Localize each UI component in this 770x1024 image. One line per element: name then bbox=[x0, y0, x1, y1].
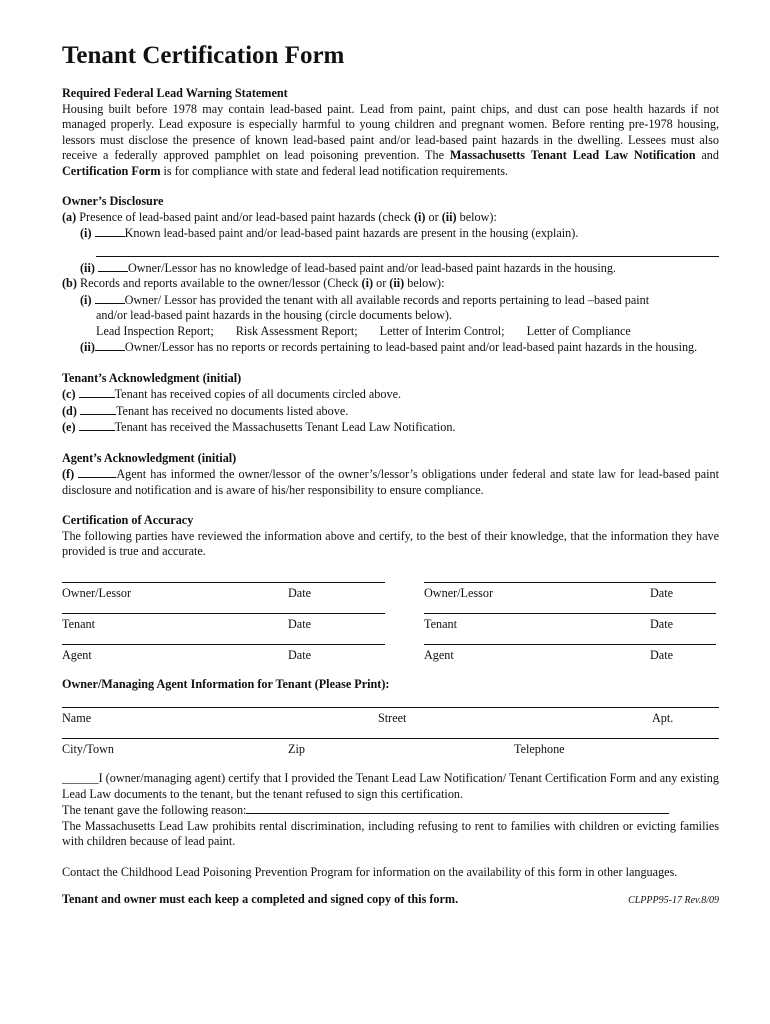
tenant-ack-d-text: Tenant has received no documents listed above. bbox=[115, 403, 349, 418]
warning-section bbox=[62, 86, 719, 179]
agent-ack-heading: Agent’s Acknowledgment (initial) bbox=[62, 450, 237, 465]
tenant-ack-d bbox=[62, 403, 719, 420]
warning-text-b: and bbox=[695, 148, 719, 162]
owner-date-label-right: Date bbox=[650, 585, 674, 600]
agent-date-label-left: Date bbox=[288, 647, 312, 662]
disclosure-b-i-ref: (i) bbox=[361, 276, 374, 290]
tenant-ack-e-text: Tenant has received the Massachusetts Tenant Lead Law Notification. bbox=[114, 420, 456, 434]
street-label: Street bbox=[378, 711, 407, 725]
agent-info-heading: Owner/Managing Agent Information for Tenant (Please Print): bbox=[62, 676, 390, 691]
tenant-ack-c-label: (c) bbox=[62, 387, 76, 401]
disclosure-b-i-label: (i) bbox=[80, 292, 92, 307]
owner-label-right: Owner/Lessor bbox=[424, 585, 494, 600]
doc-compliance[interactable]: Letter of Compliance bbox=[526, 323, 631, 338]
disclosure-b-ii-label: (ii) bbox=[80, 340, 95, 354]
tenant-signature-line[interactable] bbox=[62, 613, 385, 633]
initial-blank-b-i[interactable] bbox=[95, 292, 125, 304]
disclosure-b-ii-ref: (ii) bbox=[389, 276, 405, 290]
initial-blank-f[interactable] bbox=[78, 466, 116, 478]
disclosure-a-text-2: below): bbox=[456, 209, 497, 224]
disclosure-a-i-text: Known lead-based paint and/or lead-based paint hazards are present in the housing (explain). bbox=[124, 226, 579, 240]
warning-bold-b: Certification Form bbox=[62, 163, 161, 178]
reason-row bbox=[62, 802, 719, 819]
disclosure-a-ii-label: (ii) bbox=[80, 260, 95, 275]
tenant-ack-e bbox=[62, 419, 719, 436]
agent-ack-section bbox=[62, 451, 719, 499]
initial-blank-c[interactable] bbox=[79, 386, 115, 398]
warning-text-c: is for compliance with state and federal lead notification requirements. bbox=[160, 163, 509, 178]
warning-bold-a: Massachusetts Tenant Lead Law Notification bbox=[449, 148, 696, 162]
refusal-text bbox=[62, 771, 719, 802]
agent-signature-line[interactable] bbox=[62, 644, 385, 664]
certification-text: The following parties have reviewed the information above and certify, to the best of their knowledge, that the information they have provided is true and accurate. bbox=[62, 528, 719, 558]
signature-row-agent bbox=[62, 644, 719, 675]
disclosure-b-label: (b) bbox=[62, 276, 77, 290]
reason-line[interactable] bbox=[246, 802, 669, 814]
initial-blank-d[interactable] bbox=[80, 403, 116, 415]
disclosure-a-ii-text: Owner/Lessor has no knowledge of lead-based paint and/or lead-based paint hazards in the housing. bbox=[127, 260, 616, 275]
disclosure-a-label: (a) bbox=[62, 209, 77, 224]
disclosure-a-i bbox=[62, 225, 719, 242]
doc-interim-control[interactable]: Letter of Interim Control; bbox=[379, 323, 505, 338]
disclosure-a-ii bbox=[62, 260, 719, 277]
address-line bbox=[62, 707, 719, 708]
owner-disclosure-section bbox=[62, 194, 719, 356]
owner-signature-line-right[interactable] bbox=[424, 582, 716, 602]
agent-label-left: Agent bbox=[62, 647, 92, 662]
tenant-ack-section bbox=[62, 371, 719, 436]
tenant-signature-line-right[interactable] bbox=[424, 613, 716, 633]
disclosure-a-i-ref: (i) bbox=[413, 209, 426, 224]
disclosure-a-text-1: Presence of lead-based paint and/or lead-based paint hazards (check bbox=[76, 209, 414, 224]
disclosure-b-i-text-1: Owner/ Lessor has provided the tenant with all available records and reports pertaining to lead –based paint bbox=[124, 292, 650, 307]
tenant-ack-c-text: Tenant has received copies of all documents circled above. bbox=[114, 387, 402, 401]
agent-info-block bbox=[62, 707, 719, 769]
city-label: City/Town bbox=[62, 742, 114, 756]
refusal-statement: I (owner/managing agent) certify that I provided the Tenant Lead Law Notification/ Tenant Certification Form and any existing Lead Law documents to the tenant, but the tenant refused to sign this certification. bbox=[62, 771, 719, 801]
disclosure-a-ii-ref: (ii) bbox=[441, 209, 457, 224]
reason-label: The tenant gave the following reason: bbox=[62, 803, 247, 817]
agent-date-label-right: Date bbox=[650, 647, 674, 662]
disclosure-b-i bbox=[62, 292, 719, 309]
agent-signature-line-right[interactable] bbox=[424, 644, 716, 664]
warning-text-a: Housing built before 1978 may contain lead-based paint. Lead from paint, paint chips, and dust can pose health hazards if not managed properly. Lead exposure is especially harmful to young children and pregnant women. Before renting pre-1978 housing, lessors must disclose the presence of known lead-based paint and/or lead-based paint hazards in the dwelling. Lessees must also receive a federally approved pamphlet on lead poisoning prevention. The bbox=[62, 101, 719, 162]
agent-ack-f-text: Agent has informed the owner/lessor of the owner’s/lessor’s obligations under federal and state law for lead-based paint disclosure and notification and is aware of his/her responsibility to ensure compliance. bbox=[62, 467, 719, 497]
tenant-ack-c bbox=[62, 386, 719, 403]
disclosure-b-i-cont: and/or lead-based paint hazards in the housing (circle documents below). bbox=[96, 308, 453, 322]
initial-blank-e[interactable] bbox=[79, 419, 115, 431]
agent-ack-f bbox=[62, 466, 719, 498]
disclosure-a-i-label: (i) bbox=[80, 226, 92, 240]
footer bbox=[62, 892, 719, 910]
apt-label: Apt. bbox=[652, 711, 674, 725]
address-row[interactable] bbox=[62, 707, 719, 738]
discrimination-text: The Massachusetts Lead Law prohibits rental discrimination, including refusing to rent to families with children or evicting families with children because of lead paint. bbox=[62, 818, 719, 848]
owner-disclosure-heading: Owner’s Disclosure bbox=[62, 194, 164, 208]
doc-lead-inspection[interactable]: Lead Inspection Report; bbox=[96, 323, 214, 338]
tenant-ack-heading: Tenant’s Acknowledgment (initial) bbox=[62, 370, 242, 385]
tenant-ack-e-label: (e) bbox=[62, 420, 76, 434]
initial-blank-a-ii[interactable] bbox=[98, 260, 128, 272]
initial-blank-a-i[interactable] bbox=[95, 225, 125, 237]
explain-line[interactable] bbox=[96, 242, 719, 257]
form-reference: CLPPP95-17 Rev.8/09 bbox=[628, 895, 719, 906]
zip-label: Zip bbox=[288, 742, 305, 756]
tenant-date-label-right: Date bbox=[650, 616, 674, 631]
page-title: Tenant Certification Form bbox=[62, 42, 345, 69]
form-content bbox=[62, 40, 719, 910]
disclosure-b-ii bbox=[62, 339, 719, 356]
signature-block bbox=[62, 582, 719, 675]
refusal-initial-blank[interactable]: ______ bbox=[62, 771, 99, 785]
contact-text: Contact the Childhood Lead Poisoning Prevention Program for information on the availability of this form in other languages. bbox=[62, 864, 678, 879]
disclosure-b-text-1: Records and reports available to the owner/lessor (Check bbox=[76, 276, 362, 290]
signature-row-owner bbox=[62, 582, 719, 613]
owner-label-left: Owner/Lessor bbox=[62, 585, 132, 600]
disclosure-b-ii-text: Owner/Lessor has no reports or records pertaining to lead-based paint and/or lead-based paint hazards in the housing. bbox=[124, 340, 698, 354]
disclosure-b-or: or bbox=[373, 276, 390, 290]
tenant-date-label-left: Date bbox=[288, 616, 312, 631]
city-row[interactable] bbox=[62, 738, 719, 769]
document-list bbox=[62, 324, 719, 340]
keep-copy-notice: Tenant and owner must each keep a completed and signed copy of this form. bbox=[62, 892, 459, 906]
disclosure-b-text-2: below): bbox=[404, 276, 445, 290]
signature-row-tenant bbox=[62, 613, 719, 644]
city-line bbox=[62, 738, 719, 739]
refusal-section bbox=[62, 771, 719, 850]
doc-risk-assessment[interactable]: Risk Assessment Report; bbox=[235, 323, 358, 338]
certification-heading: Certification of Accuracy bbox=[62, 513, 194, 527]
warning-text bbox=[62, 102, 719, 180]
telephone-label: Telephone bbox=[514, 742, 565, 756]
tenant-label-right: Tenant bbox=[424, 616, 457, 631]
agent-ack-f-label: (f) bbox=[62, 467, 75, 481]
disclosure-a-or: or bbox=[425, 209, 442, 224]
warning-heading: Required Federal Lead Warning Statement bbox=[62, 86, 288, 100]
owner-date-label-left: Date bbox=[288, 585, 312, 600]
tenant-ack-d-label: (d) bbox=[62, 403, 77, 418]
disclosure-a bbox=[62, 210, 719, 226]
certification-section bbox=[62, 513, 719, 560]
initial-blank-b-ii[interactable] bbox=[95, 339, 125, 351]
tenant-label-left: Tenant bbox=[62, 616, 95, 631]
agent-label-right: Agent bbox=[424, 647, 454, 662]
disclosure-b bbox=[62, 276, 719, 292]
owner-signature-line[interactable] bbox=[62, 582, 385, 602]
name-label: Name bbox=[62, 711, 92, 725]
